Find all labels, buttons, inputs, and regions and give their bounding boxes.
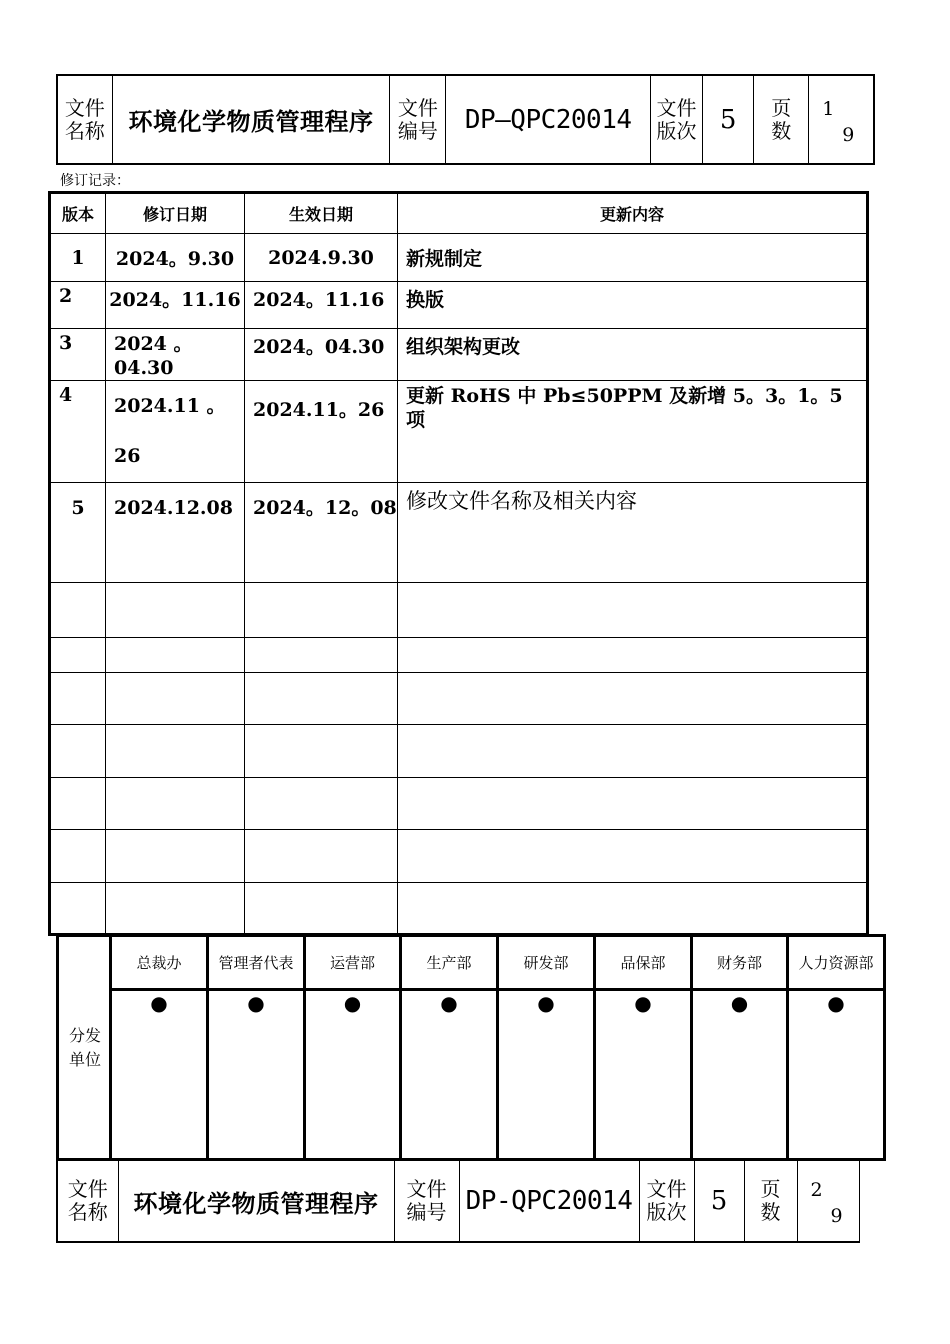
row-effective-date: 2024.11。26 (245, 381, 398, 483)
row-effective-date: 2024。04.30 (245, 329, 398, 381)
row-version: 4 (50, 381, 106, 483)
col-header-content: 更新内容 (398, 193, 868, 234)
distribution-dot: ● (305, 990, 401, 1160)
table-row-empty (50, 583, 868, 638)
dept-president-office: 总裁办 (111, 936, 208, 990)
document-version: 5 (694, 1161, 744, 1242)
row-revised-date: 2024.11 。 26 (106, 381, 245, 483)
distribution-dot: ● (208, 990, 305, 1160)
document-number: DP-QPC20014 (459, 1161, 639, 1242)
dept-finance: 财务部 (692, 936, 788, 990)
distribution-unit-text: 分发 单位 (69, 1025, 102, 1069)
row-revised-date: 2024。11.16 (106, 282, 245, 329)
page-label (754, 75, 809, 164)
table-row-empty (50, 638, 868, 673)
row-content: 换版 (398, 282, 868, 329)
page-current: 2 (810, 1179, 823, 1201)
row-version: 2 (50, 282, 106, 329)
row-effective-date: 2024.9.30 (245, 234, 398, 282)
dept-management-rep: 管理者代表 (208, 936, 305, 990)
page-label-text: 页 数 (771, 95, 792, 143)
table-row-empty (50, 830, 868, 883)
distribution-dot: ● (788, 990, 885, 1160)
row-effective-date: 2024。12。08 (245, 483, 398, 583)
table-row (50, 282, 868, 329)
name-label (57, 75, 112, 164)
document-version: 5 (703, 75, 754, 164)
page-total: 9 (842, 124, 855, 146)
version-label-text: 文件 版次 (656, 95, 697, 143)
version-label (650, 75, 702, 164)
table-row (50, 483, 868, 583)
distribution-table (56, 934, 886, 1161)
row-content: 更新 RoHS 中 Pb≤50PPM 及新增 5。3。1。5 项 (398, 381, 868, 483)
dept-quality: 品保部 (595, 936, 692, 990)
name-label (57, 1161, 118, 1242)
distribution-dot: ● (111, 990, 208, 1160)
row-effective-date: 2024。11.16 (245, 282, 398, 329)
row-revised-date: 2024.12.08 (106, 483, 245, 583)
distribution-dot: ● (498, 990, 595, 1160)
dept-operations: 运营部 (305, 936, 401, 990)
row-version: 5 (50, 483, 106, 583)
distribution-dot: ● (595, 990, 692, 1160)
revision-note: 修订记录： (60, 173, 130, 189)
name-label-text: 文件 名称 (67, 1177, 108, 1224)
dept-rnd: 研发部 (498, 936, 595, 990)
page-label (744, 1161, 797, 1242)
table-row-empty (50, 778, 868, 830)
distribution-dot: ● (692, 990, 788, 1160)
table-row-empty (50, 883, 868, 935)
doc-no-label-text: 文件 编号 (406, 1177, 447, 1224)
page-total: 9 (830, 1205, 843, 1227)
col-header-revised-date: 修订日期 (106, 193, 245, 234)
row-content: 组织架构更改 (398, 329, 868, 381)
page-number (797, 1161, 859, 1242)
doc-no-label (394, 1161, 459, 1242)
distribution-dot: ● (401, 990, 498, 1160)
col-header-effective-date: 生效日期 (245, 193, 398, 234)
name-label-text: 文件 名称 (64, 95, 105, 143)
document-number: DP—QPC20014 (446, 75, 651, 164)
row-revised-date: 2024。9.30 (106, 234, 245, 282)
document-title: 环境化学物质管理程序 (112, 75, 390, 164)
document-title: 环境化学物质管理程序 (118, 1161, 394, 1242)
table-row (50, 381, 868, 483)
page-number (809, 75, 874, 164)
document-header-top (56, 74, 875, 165)
version-label-text: 文件 版次 (646, 1177, 687, 1224)
row-version: 3 (50, 329, 106, 381)
row-content: 修改文件名称及相关内容 (398, 483, 868, 583)
dept-hr: 人力资源部 (788, 936, 885, 990)
row-content: 新规制定 (398, 234, 868, 282)
doc-no-label (390, 75, 446, 164)
doc-no-label-text: 文件 编号 (397, 95, 438, 143)
version-label (639, 1161, 694, 1242)
table-row (50, 329, 868, 381)
page-current: 1 (822, 98, 835, 120)
row-version: 1 (50, 234, 106, 282)
distribution-unit-label (58, 936, 111, 1160)
col-header-version: 版本 (50, 193, 106, 234)
table-row-empty (50, 725, 868, 778)
page-label-text: 页 数 (760, 1177, 781, 1224)
table-row-empty (50, 673, 868, 725)
document-header-bottom (56, 1161, 860, 1243)
dept-production: 生产部 (401, 936, 498, 990)
row-revised-date: 2024 。 04.30 (106, 329, 245, 381)
table-row (50, 234, 868, 282)
revision-table (48, 191, 869, 936)
